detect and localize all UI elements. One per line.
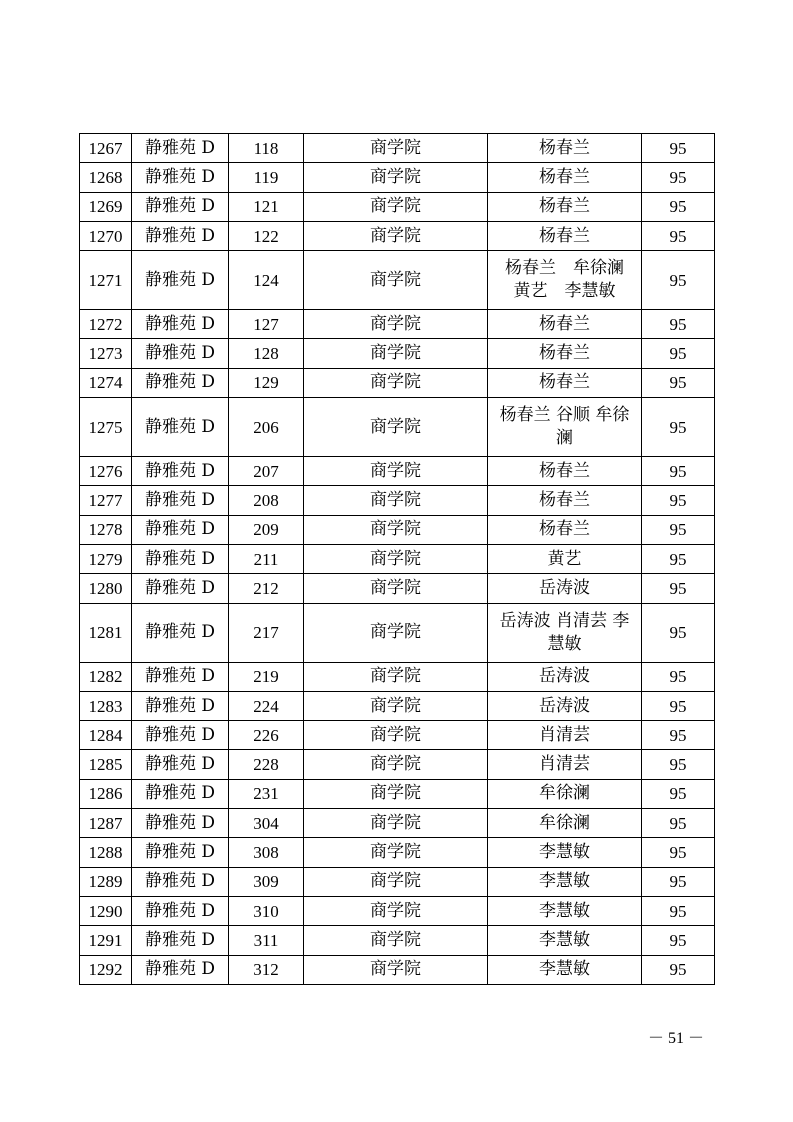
cell-building: 静雅苑 D bbox=[132, 368, 229, 397]
cell-score: 95 bbox=[642, 398, 715, 457]
cell-number: 1274 bbox=[80, 368, 132, 397]
cell-building: 静雅苑 D bbox=[132, 662, 229, 691]
cell-building: 静雅苑 D bbox=[132, 896, 229, 925]
cell-college: 商学院 bbox=[304, 134, 488, 163]
cell-college: 商学院 bbox=[304, 339, 488, 368]
cell-score: 95 bbox=[642, 691, 715, 720]
cell-room: 308 bbox=[229, 838, 304, 867]
cell-college: 商学院 bbox=[304, 398, 488, 457]
cell-person: 杨春兰 bbox=[488, 310, 642, 339]
cell-building: 静雅苑 D bbox=[132, 691, 229, 720]
cell-person: 杨春兰 牟徐澜 黄艺 李慧敏 bbox=[488, 251, 642, 310]
cell-person: 岳涛波 肖清芸 李慧敏 bbox=[488, 603, 642, 662]
cell-number: 1270 bbox=[80, 221, 132, 250]
cell-building: 静雅苑 D bbox=[132, 339, 229, 368]
cell-room: 310 bbox=[229, 896, 304, 925]
cell-number: 1273 bbox=[80, 339, 132, 368]
table-row bbox=[80, 662, 715, 691]
cell-college: 商学院 bbox=[304, 662, 488, 691]
cell-building: 静雅苑 D bbox=[132, 251, 229, 310]
cell-score: 95 bbox=[642, 955, 715, 984]
cell-person: 岳涛波 bbox=[488, 662, 642, 691]
cell-building: 静雅苑 D bbox=[132, 750, 229, 779]
cell-number: 1284 bbox=[80, 721, 132, 750]
cell-person: 杨春兰 bbox=[488, 192, 642, 221]
cell-building: 静雅苑 D bbox=[132, 544, 229, 573]
cell-number: 1287 bbox=[80, 809, 132, 838]
cell-score: 95 bbox=[642, 574, 715, 603]
cell-person: 肖清芸 bbox=[488, 750, 642, 779]
cell-number: 1277 bbox=[80, 486, 132, 515]
cell-college: 商学院 bbox=[304, 838, 488, 867]
cell-score: 95 bbox=[642, 339, 715, 368]
cell-building: 静雅苑 D bbox=[132, 134, 229, 163]
cell-room: 124 bbox=[229, 251, 304, 310]
cell-college: 商学院 bbox=[304, 809, 488, 838]
cell-score: 95 bbox=[642, 779, 715, 808]
table-row bbox=[80, 926, 715, 955]
cell-college: 商学院 bbox=[304, 251, 488, 310]
cell-building: 静雅苑 D bbox=[132, 457, 229, 486]
table-row bbox=[80, 721, 715, 750]
cell-number: 1271 bbox=[80, 251, 132, 310]
cell-person: 杨春兰 bbox=[488, 163, 642, 192]
cell-person: 杨春兰 谷顺 牟徐澜 bbox=[488, 398, 642, 457]
cell-number: 1289 bbox=[80, 867, 132, 896]
cell-number: 1272 bbox=[80, 310, 132, 339]
cell-person: 杨春兰 bbox=[488, 134, 642, 163]
cell-building: 静雅苑 D bbox=[132, 398, 229, 457]
cell-college: 商学院 bbox=[304, 221, 488, 250]
cell-building: 静雅苑 D bbox=[132, 867, 229, 896]
cell-building: 静雅苑 D bbox=[132, 838, 229, 867]
table-row bbox=[80, 163, 715, 192]
cell-building: 静雅苑 D bbox=[132, 809, 229, 838]
cell-room: 121 bbox=[229, 192, 304, 221]
cell-room: 311 bbox=[229, 926, 304, 955]
cell-college: 商学院 bbox=[304, 955, 488, 984]
cell-score: 95 bbox=[642, 457, 715, 486]
cell-college: 商学院 bbox=[304, 750, 488, 779]
cell-person: 肖清芸 bbox=[488, 721, 642, 750]
cell-room: 231 bbox=[229, 779, 304, 808]
cell-building: 静雅苑 D bbox=[132, 221, 229, 250]
table-row bbox=[80, 838, 715, 867]
cell-score: 95 bbox=[642, 721, 715, 750]
table-row bbox=[80, 134, 715, 163]
table-row bbox=[80, 809, 715, 838]
cell-person: 牟徐澜 bbox=[488, 779, 642, 808]
cell-score: 95 bbox=[642, 486, 715, 515]
cell-number: 1292 bbox=[80, 955, 132, 984]
cell-college: 商学院 bbox=[304, 574, 488, 603]
table-row bbox=[80, 398, 715, 457]
cell-score: 95 bbox=[642, 221, 715, 250]
cell-number: 1285 bbox=[80, 750, 132, 779]
cell-number: 1286 bbox=[80, 779, 132, 808]
cell-room: 211 bbox=[229, 544, 304, 573]
table-row bbox=[80, 574, 715, 603]
cell-room: 309 bbox=[229, 867, 304, 896]
cell-room: 127 bbox=[229, 310, 304, 339]
cell-person: 黄艺 bbox=[488, 544, 642, 573]
table-row bbox=[80, 515, 715, 544]
table-row bbox=[80, 955, 715, 984]
cell-building: 静雅苑 D bbox=[132, 486, 229, 515]
cell-score: 95 bbox=[642, 310, 715, 339]
cell-score: 95 bbox=[642, 867, 715, 896]
cell-number: 1283 bbox=[80, 691, 132, 720]
cell-person: 杨春兰 bbox=[488, 221, 642, 250]
cell-room: 304 bbox=[229, 809, 304, 838]
cell-college: 商学院 bbox=[304, 544, 488, 573]
cell-college: 商学院 bbox=[304, 368, 488, 397]
cell-building: 静雅苑 D bbox=[132, 926, 229, 955]
cell-college: 商学院 bbox=[304, 486, 488, 515]
cell-room: 212 bbox=[229, 574, 304, 603]
cell-person: 李慧敏 bbox=[488, 867, 642, 896]
cell-score: 95 bbox=[642, 544, 715, 573]
cell-score: 95 bbox=[642, 926, 715, 955]
cell-person: 岳涛波 bbox=[488, 691, 642, 720]
cell-room: 206 bbox=[229, 398, 304, 457]
table-row bbox=[80, 192, 715, 221]
cell-score: 95 bbox=[642, 838, 715, 867]
cell-person: 杨春兰 bbox=[488, 486, 642, 515]
cell-person: 杨春兰 bbox=[488, 457, 642, 486]
cell-college: 商学院 bbox=[304, 691, 488, 720]
table-body bbox=[80, 134, 715, 985]
table-row bbox=[80, 867, 715, 896]
table-row bbox=[80, 457, 715, 486]
cell-room: 119 bbox=[229, 163, 304, 192]
cell-number: 1267 bbox=[80, 134, 132, 163]
cell-room: 122 bbox=[229, 221, 304, 250]
table-row bbox=[80, 339, 715, 368]
cell-person: 李慧敏 bbox=[488, 838, 642, 867]
table-row bbox=[80, 603, 715, 662]
cell-number: 1291 bbox=[80, 926, 132, 955]
cell-number: 1276 bbox=[80, 457, 132, 486]
cell-college: 商学院 bbox=[304, 779, 488, 808]
cell-college: 商学院 bbox=[304, 603, 488, 662]
cell-building: 静雅苑 D bbox=[132, 515, 229, 544]
cell-room: 118 bbox=[229, 134, 304, 163]
cell-building: 静雅苑 D bbox=[132, 163, 229, 192]
table-row bbox=[80, 691, 715, 720]
cell-building: 静雅苑 D bbox=[132, 192, 229, 221]
cell-score: 95 bbox=[642, 896, 715, 925]
cell-score: 95 bbox=[642, 192, 715, 221]
cell-room: 128 bbox=[229, 339, 304, 368]
cell-score: 95 bbox=[642, 603, 715, 662]
table-row bbox=[80, 251, 715, 310]
table-row bbox=[80, 368, 715, 397]
cell-room: 207 bbox=[229, 457, 304, 486]
cell-person: 李慧敏 bbox=[488, 926, 642, 955]
cell-building: 静雅苑 D bbox=[132, 574, 229, 603]
table-row bbox=[80, 310, 715, 339]
cell-room: 219 bbox=[229, 662, 304, 691]
cell-college: 商学院 bbox=[304, 310, 488, 339]
cell-college: 商学院 bbox=[304, 867, 488, 896]
cell-number: 1280 bbox=[80, 574, 132, 603]
cell-room: 208 bbox=[229, 486, 304, 515]
cell-college: 商学院 bbox=[304, 192, 488, 221]
cell-score: 95 bbox=[642, 809, 715, 838]
cell-college: 商学院 bbox=[304, 457, 488, 486]
cell-score: 95 bbox=[642, 750, 715, 779]
cell-building: 静雅苑 D bbox=[132, 603, 229, 662]
cell-room: 228 bbox=[229, 750, 304, 779]
cell-person: 李慧敏 bbox=[488, 896, 642, 925]
cell-room: 217 bbox=[229, 603, 304, 662]
cell-score: 95 bbox=[642, 515, 715, 544]
cell-college: 商学院 bbox=[304, 721, 488, 750]
table-row bbox=[80, 221, 715, 250]
cell-building: 静雅苑 D bbox=[132, 310, 229, 339]
cell-score: 95 bbox=[642, 662, 715, 691]
cell-score: 95 bbox=[642, 368, 715, 397]
cell-room: 209 bbox=[229, 515, 304, 544]
cell-score: 95 bbox=[642, 251, 715, 310]
cell-room: 312 bbox=[229, 955, 304, 984]
table-row bbox=[80, 544, 715, 573]
page-number: － 51 － bbox=[648, 1030, 705, 1047]
cell-person: 牟徐澜 bbox=[488, 809, 642, 838]
cell-number: 1275 bbox=[80, 398, 132, 457]
cell-room: 224 bbox=[229, 691, 304, 720]
cell-college: 商学院 bbox=[304, 515, 488, 544]
cell-number: 1282 bbox=[80, 662, 132, 691]
cell-number: 1288 bbox=[80, 838, 132, 867]
cell-number: 1278 bbox=[80, 515, 132, 544]
cell-number: 1279 bbox=[80, 544, 132, 573]
cell-college: 商学院 bbox=[304, 163, 488, 192]
cell-room: 129 bbox=[229, 368, 304, 397]
cell-number: 1281 bbox=[80, 603, 132, 662]
cell-score: 95 bbox=[642, 134, 715, 163]
cell-person: 岳涛波 bbox=[488, 574, 642, 603]
cell-person: 杨春兰 bbox=[488, 515, 642, 544]
cell-number: 1268 bbox=[80, 163, 132, 192]
cell-building: 静雅苑 D bbox=[132, 955, 229, 984]
cell-building: 静雅苑 D bbox=[132, 779, 229, 808]
cell-building: 静雅苑 D bbox=[132, 721, 229, 750]
cell-number: 1269 bbox=[80, 192, 132, 221]
table-row bbox=[80, 486, 715, 515]
cell-score: 95 bbox=[642, 163, 715, 192]
table-row bbox=[80, 750, 715, 779]
table-row bbox=[80, 779, 715, 808]
cell-person: 李慧敏 bbox=[488, 955, 642, 984]
cell-number: 1290 bbox=[80, 896, 132, 925]
dormitory-score-table bbox=[79, 133, 715, 985]
cell-college: 商学院 bbox=[304, 926, 488, 955]
cell-person: 杨春兰 bbox=[488, 339, 642, 368]
table-row bbox=[80, 896, 715, 925]
cell-room: 226 bbox=[229, 721, 304, 750]
cell-college: 商学院 bbox=[304, 896, 488, 925]
cell-person: 杨春兰 bbox=[488, 368, 642, 397]
